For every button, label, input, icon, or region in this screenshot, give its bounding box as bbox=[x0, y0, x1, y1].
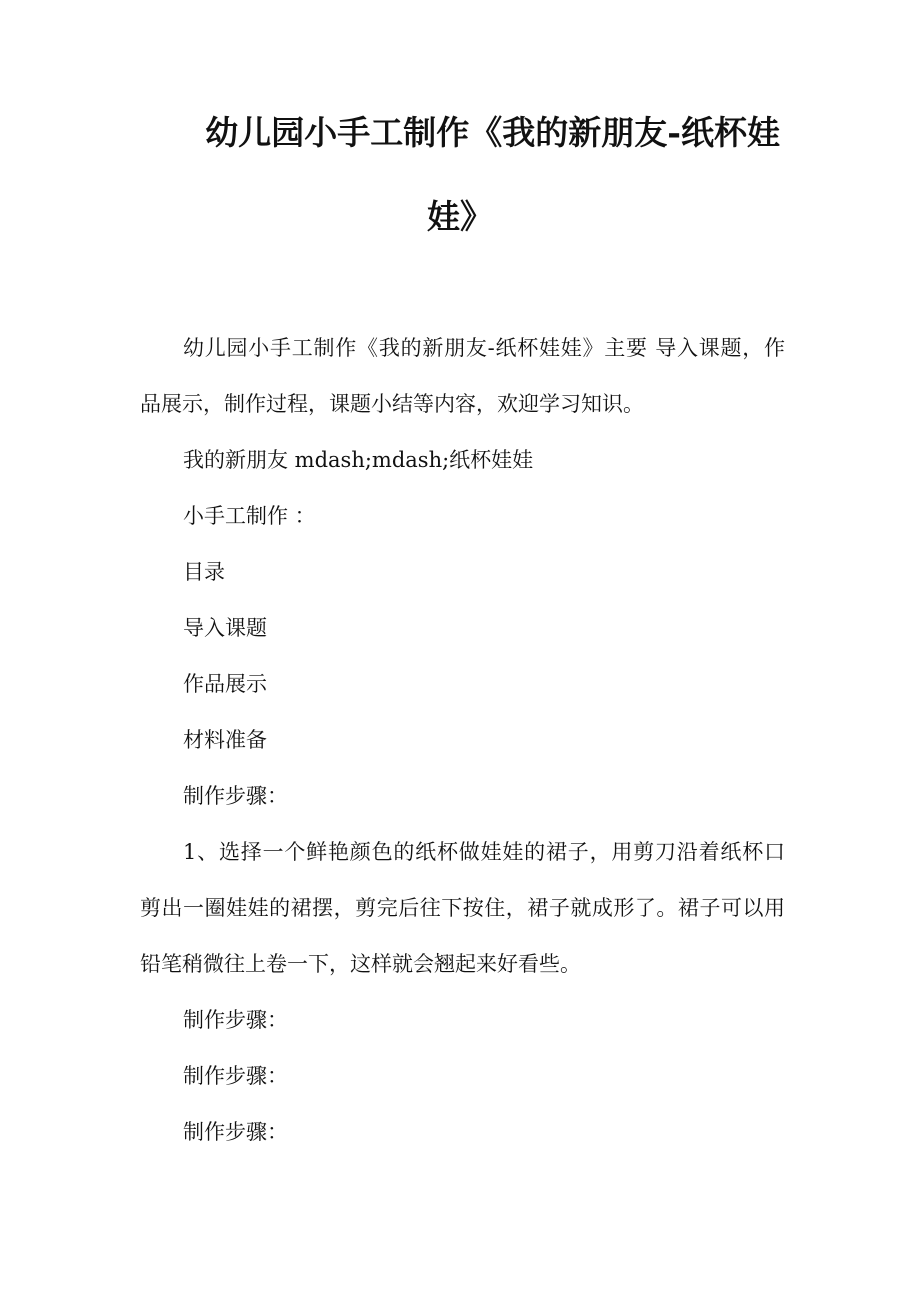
subtitle-line: 我的新朋友 mdash;mdash;纸杯娃娃 bbox=[183, 448, 534, 472]
step-heading-4: 制作步骤： bbox=[183, 1120, 288, 1144]
toc-item-showcase: 作品展示 bbox=[183, 672, 267, 696]
toc-item-materials: 材料准备 bbox=[183, 728, 267, 752]
step1-paragraph-line-2: 剪出一圈娃娃的裙摆，剪完后往下按住，裙子就成形了。裙子可以用 bbox=[140, 896, 785, 920]
section-handcraft: 小手工制作 ： bbox=[183, 504, 316, 528]
intro-paragraph-line-2: 品展示，制作过程，课题小结等内容，欢迎学习知识。 bbox=[140, 392, 644, 416]
step-heading-3: 制作步骤： bbox=[183, 1064, 288, 1088]
toc-item-intro: 导入课题 bbox=[183, 616, 267, 640]
step1-paragraph-line-3: 铅笔稍微往上卷一下，这样就会翘起来好看些。 bbox=[140, 952, 581, 976]
document-title-line-1: 幼儿园小手工制作《我的新朋友-纸杯娃 bbox=[205, 113, 780, 152]
intro-paragraph-line-1: 幼儿园小手工制作《我的新朋友-纸杯娃娃》主要 导入课题，作 bbox=[183, 336, 785, 360]
step-heading-1: 制作步骤： bbox=[183, 784, 288, 808]
step-heading-2: 制作步骤： bbox=[183, 1008, 288, 1032]
toc-heading: 目录 bbox=[183, 560, 225, 584]
step1-paragraph-line-1: 1、选择一个鲜艳颜色的纸杯做娃娃的裙子，用剪刀沿着纸杯口 bbox=[183, 840, 785, 864]
document-title-line-2: 娃》 bbox=[427, 197, 493, 236]
